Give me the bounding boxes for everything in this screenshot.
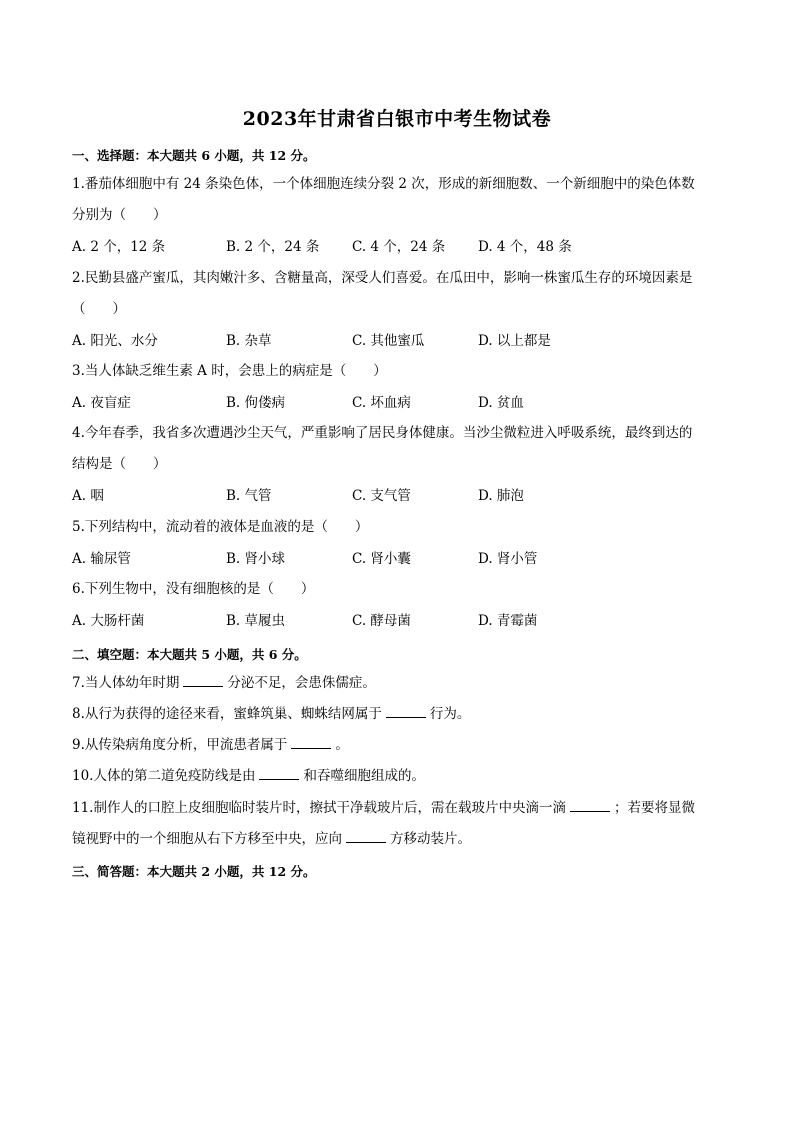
- question-8: [72, 699, 722, 730]
- question-stem: 2.民勤县盛产蜜瓜，其肉嫩汁多、含糖量高，深受人们喜爱。在瓜田中，影响一株蜜瓜生存的环境因素是: [72, 270, 693, 286]
- question-4: [72, 418, 722, 480]
- option-c: C. 肾小囊: [352, 551, 411, 567]
- question-stem: 4.今年春季，我省多次遭遇沙尘天气，严重影响了居民身体健康。当沙尘微粒进入呼吸系统，最终到达的: [72, 425, 693, 441]
- option-a: A. 咽: [72, 488, 104, 504]
- question-6: [72, 574, 722, 605]
- question-stem: 3.当人体缺乏维生素 A 时，会患上的病症是（ ）: [72, 363, 387, 379]
- question-9: [72, 730, 722, 761]
- option-c: C. 坏血病: [352, 395, 411, 411]
- question-7: [72, 668, 722, 699]
- question-text: 分泌不足，会患侏儒症。: [227, 675, 376, 691]
- option-a: A. 输尿管: [72, 551, 131, 567]
- question-1: [72, 169, 722, 231]
- options-row: [72, 611, 722, 631]
- section-heading-choice: 一、选择题：本大题共 6 小题，共 12 分。: [72, 148, 316, 163]
- section-heading-fill: 二、填空题：本大题共 5 小题，共 6 分。: [72, 647, 307, 662]
- question-3: [72, 356, 722, 387]
- question-10: [72, 761, 722, 792]
- option-c: C. 支气管: [352, 488, 411, 504]
- question-text: 7.当人体幼年时期: [72, 675, 180, 691]
- answer-blank: [570, 798, 610, 812]
- question-text: 8.从行为获得的途径来看，蜜蜂筑巢、蜘蛛结网属于: [72, 706, 382, 722]
- option-c: C. 4 个，24 条: [352, 239, 446, 255]
- option-c: C. 酵母菌: [352, 613, 411, 629]
- question-text: 11.制作人的口腔上皮细胞临时装片时，擦拭干净载玻片后，需在载玻片中央滴一滴: [72, 800, 566, 816]
- option-d: D. 青霉菌: [478, 613, 538, 629]
- question-11: [72, 793, 722, 855]
- option-b: B. 佝偻病: [226, 395, 286, 411]
- section-heading-short-answer: 三、简答题：本大题共 2 小题，共 12 分。: [72, 864, 316, 879]
- question-text: ；若要将显微: [613, 800, 695, 816]
- answer-blank: [291, 735, 331, 749]
- option-a: A. 夜盲症: [72, 395, 131, 411]
- option-b: B. 肾小球: [226, 551, 286, 567]
- question-stem: 1.番茄体细胞中有 24 条染色体，一个体细胞连续分裂 2 次，形成的新细胞数、一个新细胞中的染色体数: [72, 176, 695, 192]
- options-row: [72, 331, 722, 351]
- option-a: A. 阳光、水分: [72, 333, 158, 349]
- option-a: A. 大肠杆菌: [72, 613, 145, 629]
- question-stem: 结构是（ ）: [72, 456, 167, 472]
- question-5: [72, 512, 722, 543]
- option-b: B. 杂草: [226, 333, 272, 349]
- option-d: D. 4 个，48 条: [478, 239, 572, 255]
- option-d: D. 贫血: [478, 395, 524, 411]
- question-text: 9.从传染病角度分析，甲流患者属于: [72, 737, 288, 753]
- question-text: 。: [335, 737, 349, 753]
- question-stem: 分别为（ ）: [72, 207, 167, 223]
- question-text: 方移动装片。: [390, 831, 471, 847]
- option-b: B. 草履虫: [226, 613, 286, 629]
- options-row: [72, 549, 722, 569]
- question-stem: 5.下列结构中，流动着的液体是血液的是（ ）: [72, 519, 369, 535]
- option-b: B. 2 个，24 条: [226, 239, 320, 255]
- options-row: [72, 486, 722, 506]
- option-b: B. 气管: [226, 488, 272, 504]
- question-text: 镜视野中的一个细胞从右下方移至中央，应向: [72, 831, 342, 847]
- page-title: 2023年甘肃省白银市中考生物试卷: [242, 108, 552, 130]
- option-c: C. 其他蜜瓜: [352, 333, 425, 349]
- option-a: A. 2 个，12 条: [72, 239, 166, 255]
- question-2: [72, 263, 722, 325]
- answer-blank: [259, 766, 299, 780]
- options-row: [72, 393, 722, 413]
- option-d: D. 以上都是: [478, 333, 551, 349]
- question-stem: 6.下列生物中，没有细胞核的是（ ）: [72, 581, 315, 597]
- question-stem: （ ）: [72, 301, 126, 317]
- question-text: 10.人体的第二道免疫防线是由: [72, 768, 256, 784]
- answer-blank: [346, 829, 386, 843]
- question-text: 和吞噬细胞组成的。: [303, 768, 425, 784]
- answer-blank: [386, 704, 426, 718]
- option-d: D. 肺泡: [478, 488, 524, 504]
- option-d: D. 肾小管: [478, 551, 538, 567]
- question-text: 行为。: [429, 706, 471, 722]
- options-row: [72, 237, 722, 257]
- answer-blank: [183, 673, 223, 687]
